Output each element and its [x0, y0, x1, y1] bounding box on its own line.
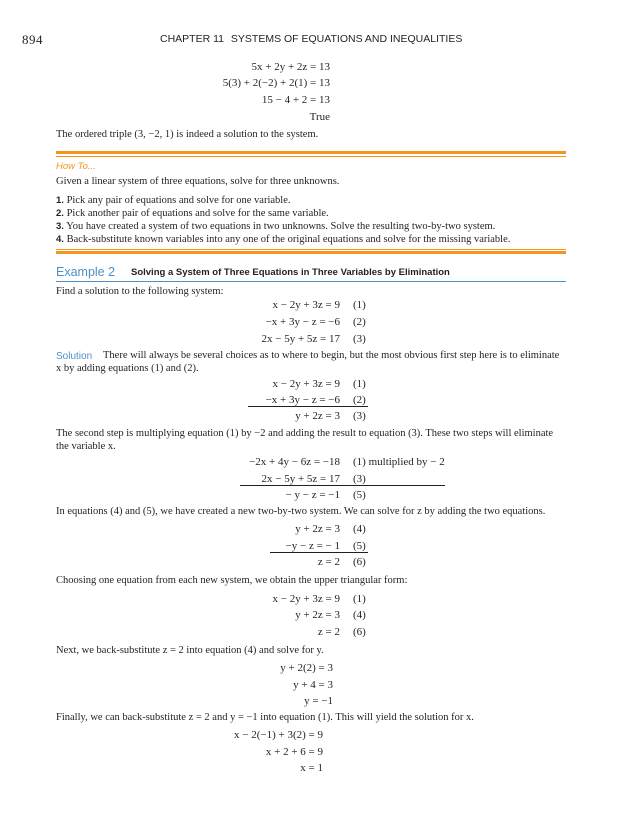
triangular-eq-1: x − 2y + 3z = 9	[272, 593, 340, 605]
system-tag-2: (2)	[353, 316, 366, 328]
system-eq-3: 2x − 5y + 5z = 17	[261, 333, 340, 345]
step1-eq-2: −x + 3y − z = −6	[265, 394, 340, 406]
howto-step-1: 1. Pick any pair of equations and solve for one variable.	[56, 195, 291, 206]
step1-tag-1: (1)	[353, 378, 366, 390]
howto-step-3: 3. You have created a system of two equations in two unknowns. Solve the resulting two-by-two system.	[56, 221, 496, 232]
step1-eq-1: x − 2y + 3z = 9	[272, 378, 340, 390]
example-rule	[56, 281, 566, 282]
example-label: Example 2	[56, 265, 116, 279]
final-line-2: x + 2 + 6 = 9	[265, 746, 323, 758]
step2-eq-3: − y − z = −1	[285, 489, 340, 501]
step1-eq-3: y + 2z = 3	[295, 410, 340, 422]
solution-text-1: There will always be several choices as to where to begin, but the most obvious first step here is to eliminate	[103, 350, 560, 361]
step2-tag-3: (5)	[353, 489, 366, 501]
page-number: 894	[22, 32, 43, 47]
final-line-1: x − 2(−1) + 3(2) = 9	[234, 729, 323, 741]
backsub-line-1: y + 2(2) = 3	[280, 662, 333, 674]
chapter-number: CHAPTER 11	[160, 33, 224, 45]
step2-tag-2: (3)	[353, 473, 366, 485]
triangular-eq-2: y + 2z = 3	[295, 609, 340, 621]
triangular-text: Choosing one equation from each new system, we obtain the upper triangular form:	[56, 575, 408, 586]
triangular-tag-1: (1)	[353, 593, 366, 605]
step2-sum-rule	[240, 485, 445, 486]
backsub-line-2: y + 4 = 3	[293, 679, 333, 691]
check-line-3: 15 − 4 + 2 = 13	[261, 94, 330, 106]
chapter-header	[160, 33, 462, 45]
step3-eq-2: −y − z = − 1	[285, 540, 340, 552]
step3-tag-1: (4)	[353, 523, 366, 535]
step1-tag-3: (3)	[353, 410, 366, 422]
system-tag-1: (1)	[353, 299, 366, 311]
step2-eq-2: 2x − 5y + 5z = 17	[261, 473, 340, 485]
solution-label: Solution	[56, 351, 93, 362]
howto-bottom-rule-thin	[56, 249, 566, 250]
system-eq-2: −x + 3y − z = −6	[265, 316, 340, 328]
system-eq-1: x − 2y + 3z = 9	[272, 299, 340, 311]
step2-eq-1: −2x + 4y − 6z = −18	[249, 456, 340, 468]
step1-sum-rule	[248, 406, 368, 407]
triangular-tag-3: (6)	[353, 626, 366, 638]
system-tag-3: (3)	[353, 333, 366, 345]
howto-step-4: 4. Back-substitute known variables into any one of the original equations and solve for the missing variable.	[56, 234, 511, 245]
howto-prompt: Given a linear system of three equations, solve for three unknowns.	[56, 176, 340, 187]
step3-eq-1: y + 2z = 3	[295, 523, 340, 535]
final-text: Finally, we can back-substitute z = 2 and y = −1 into equation (1). This will yield the solution for x.	[56, 712, 474, 723]
triangular-eq-3: z = 2	[317, 626, 340, 638]
check-result: True	[309, 111, 330, 123]
second-step-text-2: the variable x.	[56, 441, 116, 452]
final-line-3: x = 1	[300, 762, 323, 774]
howto-top-rule	[56, 151, 566, 154]
step3-tag-3: (6)	[353, 556, 366, 568]
triangular-tag-2: (4)	[353, 609, 366, 621]
step3-tag-2: (5)	[353, 540, 366, 552]
step2-tag-1: (1) multiplied by − 2	[353, 456, 445, 468]
howto-label: How To...	[56, 161, 96, 172]
check-line-1: 5x + 2y + 2z = 13	[251, 61, 330, 73]
step3-sum-rule	[270, 552, 368, 553]
step3-eq-3: z = 2	[317, 556, 340, 568]
two-by-two-text: In equations (4) and (5), we have created a new two-by-two system. We can solve for z by adding the two equations.	[56, 506, 546, 517]
howto-top-rule-thin	[56, 156, 566, 157]
step1-tag-2: (2)	[353, 394, 366, 406]
example-title: Solving a System of Three Equations in Three Variables by Elimination	[131, 267, 450, 278]
howto-bottom-rule	[56, 251, 566, 254]
solution-text-2: x by adding equations (1) and (2).	[56, 363, 199, 374]
backsub-line-3: y = −1	[304, 695, 333, 707]
example-intro: Find a solution to the following system:	[56, 286, 224, 297]
check-conclusion: The ordered triple (3, −2, 1) is indeed a solution to the system.	[56, 129, 319, 140]
backsub-text: Next, we back-substitute z = 2 into equation (4) and solve for y.	[56, 645, 324, 656]
check-line-2: 5(3) + 2(−2) + 2(1) = 13	[222, 77, 330, 89]
second-step-text-1: The second step is multiplying equation (1) by −2 and adding the result to equation (3). These two steps will eliminate	[56, 428, 554, 439]
chapter-title: SYSTEMS OF EQUATIONS AND INEQUALITIES	[230, 33, 463, 45]
howto-step-2: 2. Pick another pair of equations and solve for the same variable.	[56, 208, 329, 219]
